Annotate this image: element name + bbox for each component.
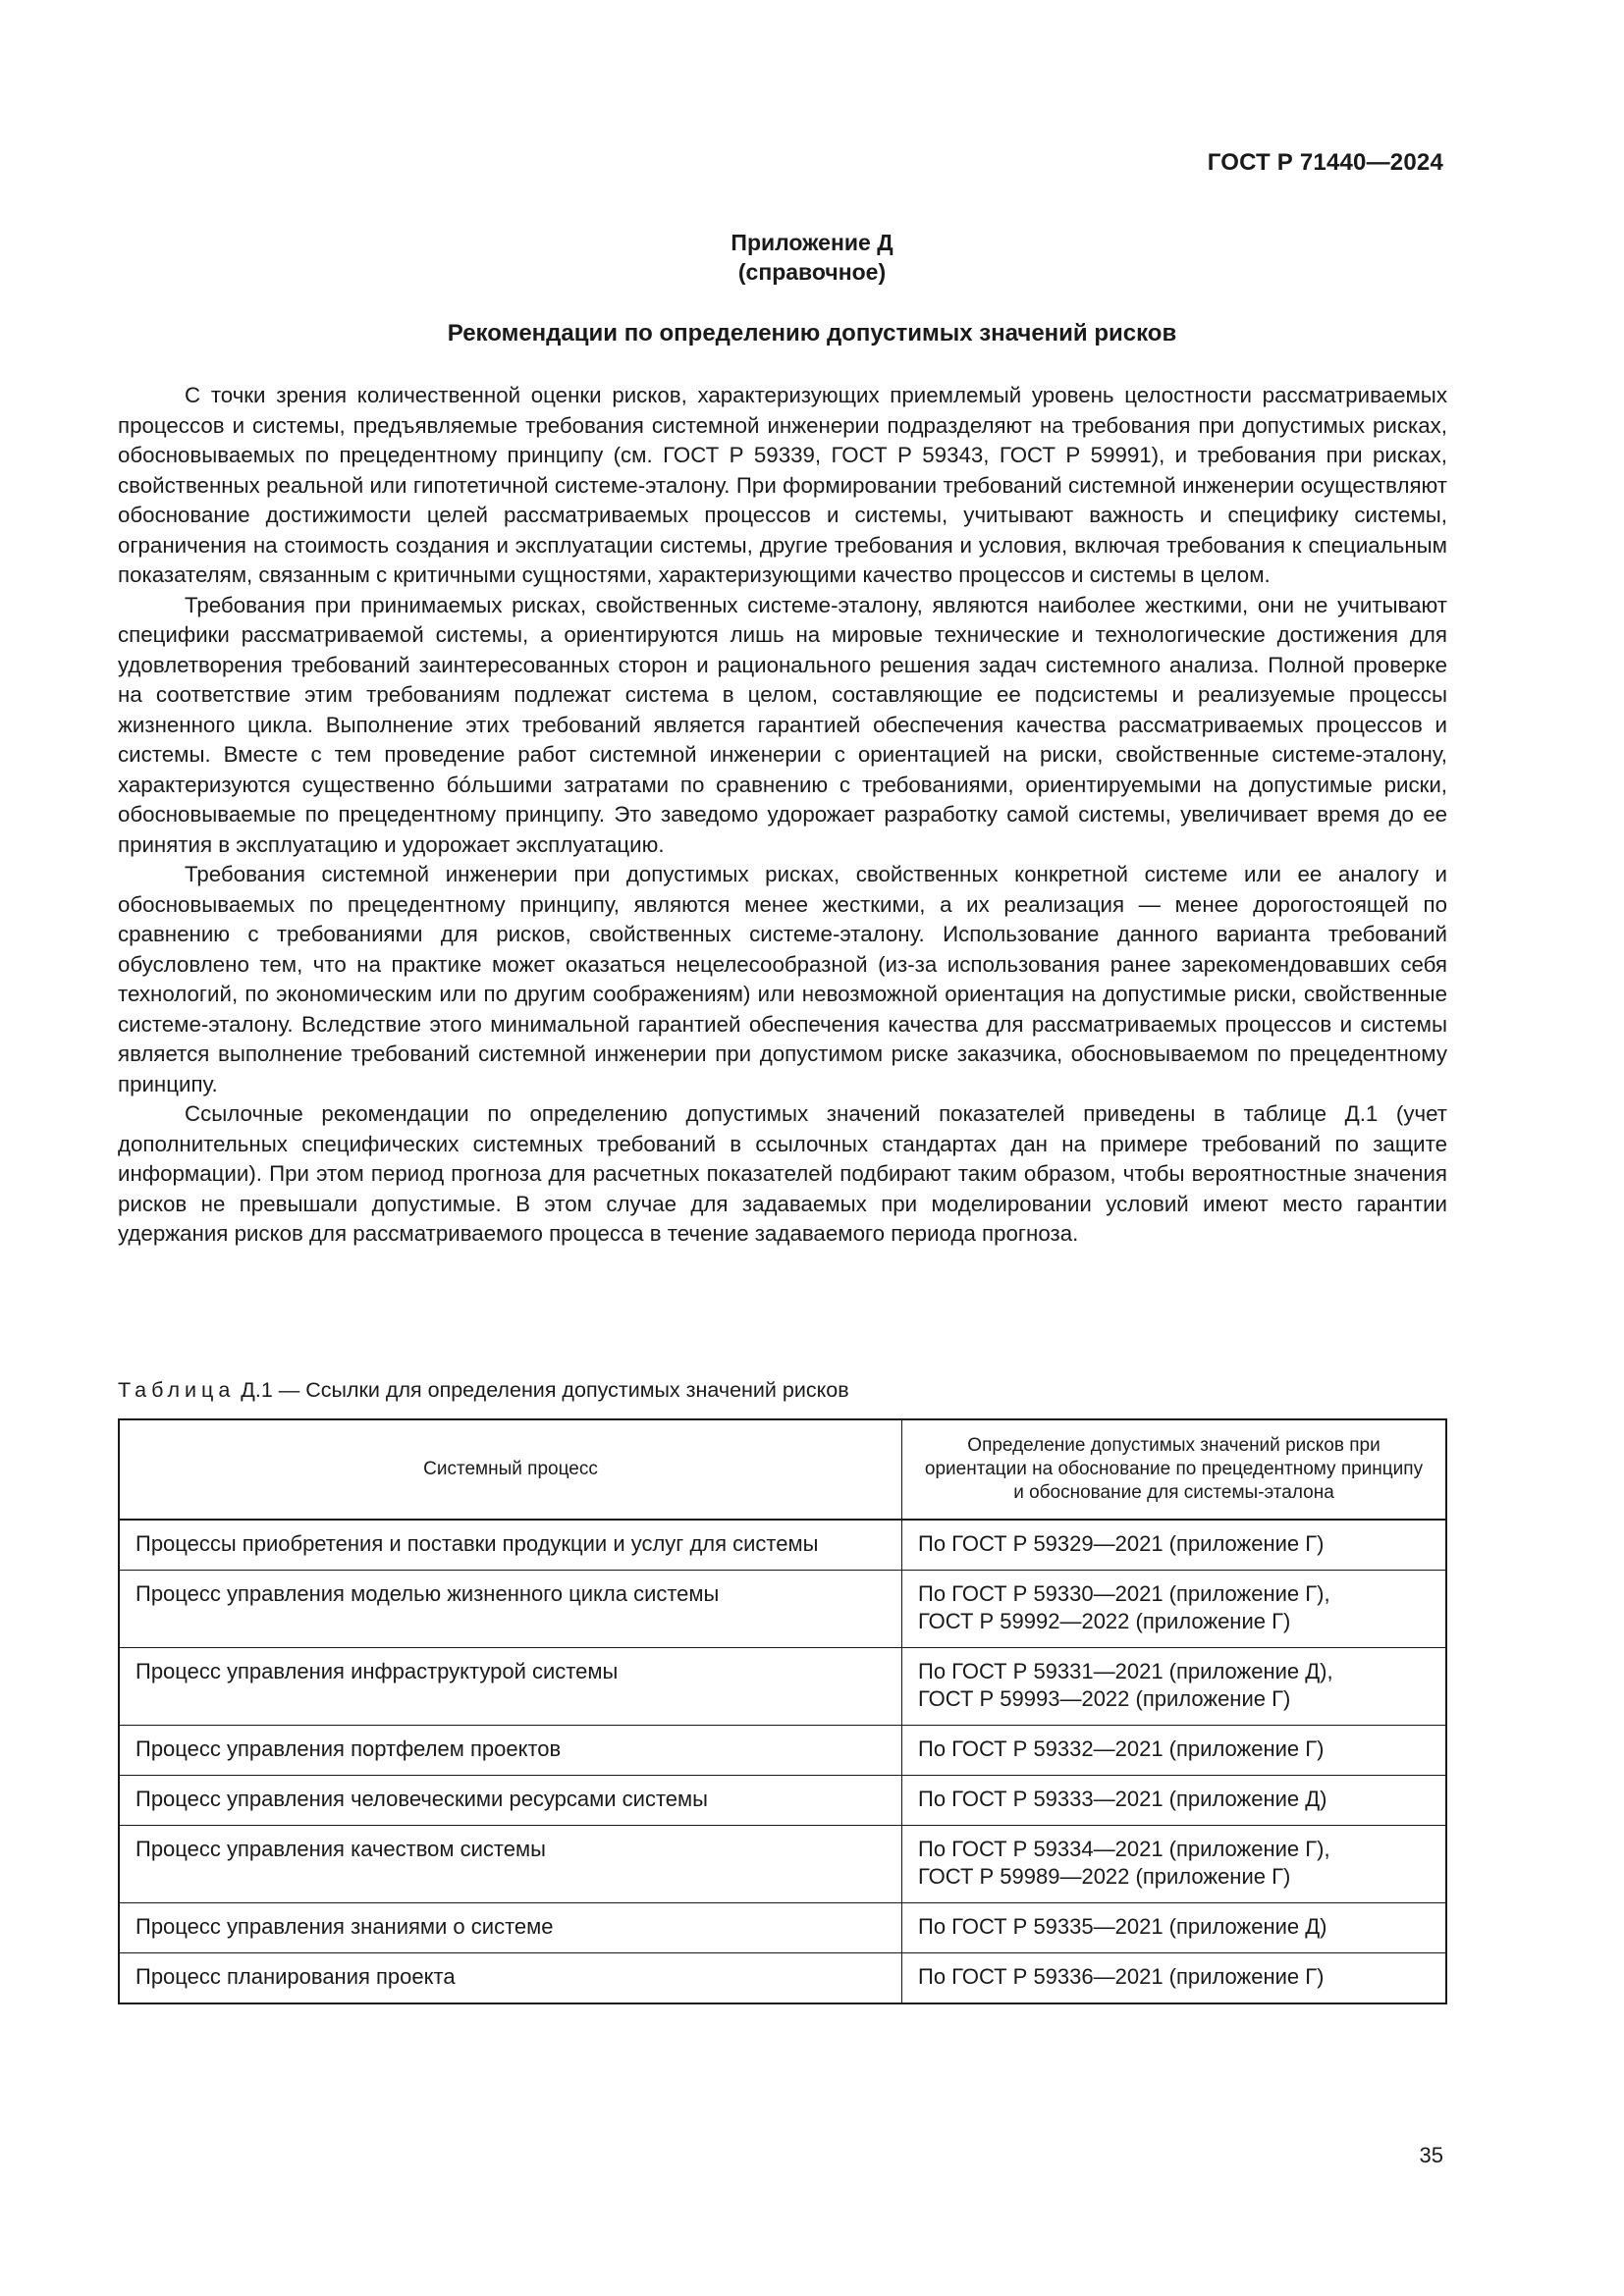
table-row [119,1903,1446,1953]
appendix-heading [0,228,1624,287]
references-table [118,1418,1447,2004]
appendix-kind: (справочное) [737,259,887,285]
table-header-row [119,1419,1446,1520]
paragraph: Требования системной инженерии при допустимых рисках, свойственных конкретной системе или ее аналогу и обосновываемых по прецедентному принципу, являются менее жесткими, а их реализация — менее дорогостоящей по сравнению с требованиями для рисков, свойственных системе-эталону. Использование данного варианта требований обусловлено тем, что на практике может оказаться нецелесообразной (из-за использования ранее зарекомендовавших себя технологий, по экономическим или по другим соображениям) или невозможной ориентация на допустимые риски, свойственные системе-эталону. Вследствие этого минимальной гарантией обеспечения качества для рассматриваемых процессов и системы является выполнение требований системной инженерии при допустимом риске заказчика, обосновываемом по прецедентному принципу. [118,862,1447,1096]
reference-cell [902,1903,1447,1953]
reference-line: По ГОСТ Р 59333—2021 (приложение Д) [918,1787,1327,1811]
process-cell: Процесс управления знаниями о системе [119,1903,902,1953]
appendix-title: Приложение Д [731,230,893,255]
process-cell: Процесс управления инфраструктурой системы [119,1648,902,1726]
reference-line: По ГОСТ Р 59336—2021 (приложение Г) [918,1964,1325,1989]
reference-line: ГОСТ Р 59992—2022 (приложение Г) [918,1609,1291,1633]
reference-cell [902,1826,1447,1903]
table-row [119,1826,1446,1903]
process-cell: Процесс управления моделью жизненного цикла системы [119,1571,902,1648]
table-row [119,1571,1446,1648]
body-text [118,381,1447,1250]
table-row [119,1520,1446,1571]
process-cell: Процесс управления портфелем проектов [119,1726,902,1776]
section-heading: Рекомендации по определению допустимых значений рисков [447,320,1177,347]
table-row [119,1648,1446,1726]
reference-line: По ГОСТ Р 59330—2021 (приложение Г), [918,1581,1330,1606]
table-row [119,1953,1446,2004]
reference-line: По ГОСТ Р 59334—2021 (приложение Г), [918,1837,1330,1861]
document-code: ГОСТ Р 71440—2024 [1207,149,1443,176]
table-row [119,1726,1446,1776]
reference-line: ГОСТ Р 59989—2022 (приложение Г) [918,1864,1291,1889]
reference-cell [902,1648,1447,1726]
reference-line: По ГОСТ Р 59335—2021 (приложение Д) [918,1914,1327,1939]
reference-cell [902,1520,1447,1571]
process-cell: Процесс планирования проекта [119,1953,902,2004]
paragraph: Ссылочные рекомендации по определению допустимых значений показателей приведены в таблице Д.1 (учет дополнительных специфических системных требований в ссылочных стандартах дан на примере требований по защите информации). При этом период прогноза для расчетных показателей подбирают таким образом, чтобы вероятностные значения рисков не превышали допустимые. В этом случае для задаваемых при моделировании условий имеют место гарантии удержания рисков для рассматриваемого процесса в течение задаваемого периода прогноза. [118,1101,1447,1246]
reference-cell [902,1776,1447,1826]
process-cell: Процесс управления человеческими ресурсами системы [119,1776,902,1826]
table-caption-label: Таблица [118,1378,236,1402]
table-caption [118,1378,849,1403]
column-header-process: Системный процесс [119,1419,902,1520]
reference-cell [902,1726,1447,1776]
reference-line: По ГОСТ Р 59329—2021 (приложение Г) [918,1531,1325,1556]
reference-line: ГОСТ Р 59993—2022 (приложение Г) [918,1686,1291,1711]
paragraph: С точки зрения количественной оценки рисков, характеризующих приемлемый уровень целостности рассматриваемых процессов и системы, предъявляемые требования системной инженерии подразделяют на требования при допустимых рисках, обосновываемых по прецедентному принципу (см. ГОСТ Р 59339, ГОСТ Р 59343, ГОСТ Р 59991), и требования при рисках, свойственных реальной или гипотетичной системе-эталону. При формировании требований системной инженерии осуществляют обоснование достижимости целей рассматриваемых процессов и системы, учитывают важность и специфику системы, ограничения на стоимость создания и эксплуатации системы, другие требования и условия, включая требования к специальным показателям, связанным с критичными сущностями, характеризующими качество процессов и системы в целом. [118,383,1447,587]
reference-line: По ГОСТ Р 59332—2021 (приложение Г) [918,1736,1325,1761]
paragraph: Требования при принимаемых рисках, свойственных системе-эталону, являются наиболее жесткими, они не учитывают специфики рассматриваемой системы, а ориентируются лишь на мировые технические и технологические достижения для удовлетворения требований заинтересованных сторон и рационального решения задач системного анализа. Полной проверке на соответствие этим требованиям подлежат система в целом, составляющие ее подсистемы и реализуемые процессы жизненного цикла. Выполнение этих требований является гарантией обеспечения качества рассматриваемых процессов и системы. Вместе с тем проведение работ системной инженерии с ориентацией на риски, свойственные системе-эталону, характеризуются существенно бóльшими затратами по сравнению с требованиями, ориентируемыми на допустимые риски, обосновываемые по прецедентному принципу. Это заведомо удорожает разработку самой системы, увеличивает время до ее принятия в эксплуатацию и удорожает эксплуатацию. [118,592,1447,857]
reference-cell [902,1571,1447,1648]
reference-line: По ГОСТ Р 59331—2021 (приложение Д), [918,1659,1333,1683]
process-cell: Процесс управления качеством системы [119,1826,902,1903]
process-cell: Процессы приобретения и поставки продукции и услуг для системы [119,1520,902,1571]
column-header-references: Определение допустимых значений рисков при ориентации на обоснование по прецедентному принципу и обоснование для системы-эталона [902,1419,1447,1520]
table-row [119,1776,1446,1826]
page-number: 35 [1419,2143,1443,2167]
table-caption-text: Д.1 — Ссылки для определения допустимых значений рисков [241,1378,849,1402]
reference-cell [902,1953,1447,2004]
